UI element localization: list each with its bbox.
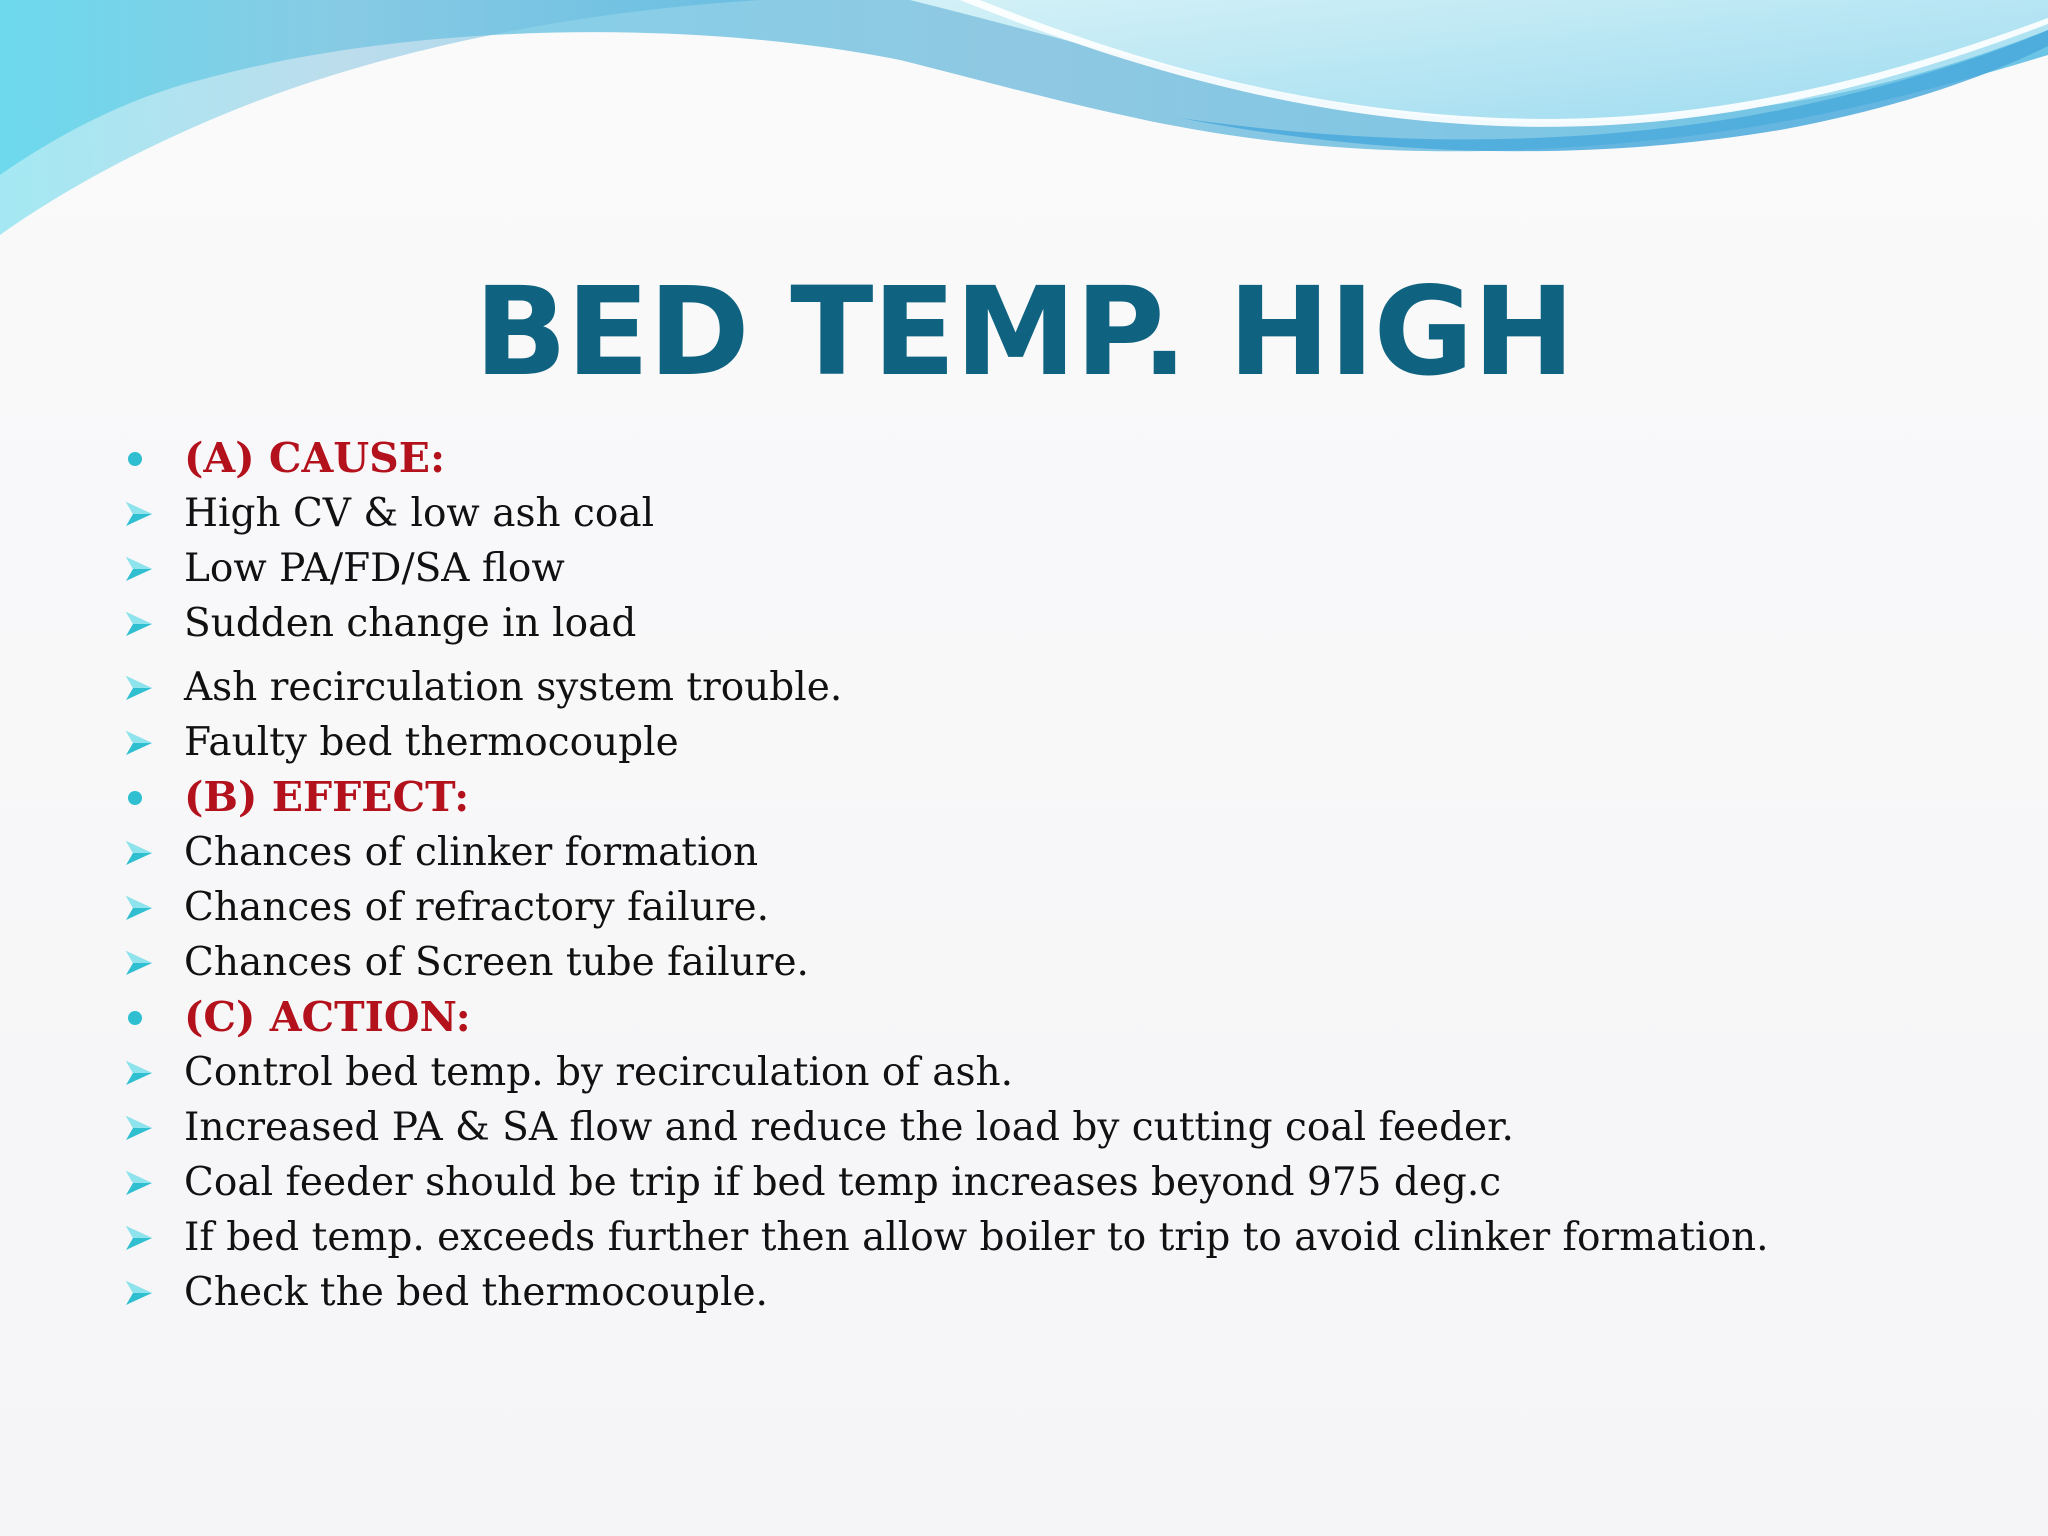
list-item [122,1100,2002,1155]
list-item [122,541,2002,596]
list-item-text: Chances of Screen tube failure. [184,940,809,985]
list-item [122,486,2002,541]
arrowhead-icon [122,715,182,770]
list-item [122,935,2002,990]
header-wave-decoration [0,0,2048,240]
arrowhead-icon [122,486,182,541]
arrowhead-icon [122,825,182,880]
list-item [122,1265,2002,1320]
list-item [122,660,2002,715]
list-item-text: Low PA/FD/SA flow [184,546,565,591]
list-item-text: Coal feeder should be trip if bed temp increases beyond 975 deg.c [184,1160,1502,1205]
list-item-text: Ash recirculation system trouble. [184,665,843,710]
list-item-text: Faulty bed thermocouple [184,720,679,765]
list-item [122,1045,2002,1100]
arrowhead-icon [122,660,182,715]
list-item-text: High CV & low ash coal [184,491,655,536]
list-item-text: If bed temp. exceeds further then allow boiler to trip to avoid clinker formation. [184,1215,1769,1260]
section-heading-text: (C) ACTION: [184,993,471,1041]
list-item [122,596,2002,651]
list-item-text: Sudden change in load [184,601,637,646]
section-heading-text: (A) CAUSE: [184,434,446,482]
round-dot-icon [122,431,182,486]
list-item [122,825,2002,880]
arrowhead-icon [122,541,182,596]
list-item-text: Check the bed thermocouple. [184,1270,768,1315]
round-dot-icon [122,990,182,1045]
arrowhead-icon [122,1210,182,1265]
arrowhead-icon [122,1045,182,1100]
arrowhead-icon [122,1155,182,1210]
arrowhead-icon [122,935,182,990]
arrowhead-icon [122,1100,182,1155]
list-item-text: Chances of refractory failure. [184,885,769,930]
arrowhead-icon [122,596,182,651]
round-dot-icon [122,770,182,825]
arrowhead-icon [122,880,182,935]
list-item [122,880,2002,935]
arrowhead-icon [122,1265,182,1320]
list-item-text: Control bed temp. by recirculation of ash. [184,1050,1013,1095]
list-item-text: Increased PA & SA flow and reduce the load by cutting coal feeder. [184,1105,1514,1150]
list-item [122,1155,2002,1210]
list-item [122,1210,2002,1265]
section-heading-text: (B) EFFECT: [184,773,470,821]
list-item [122,715,2002,770]
list-item-text: Chances of clinker formation [184,830,759,875]
slide-title: BED TEMP. HIGH [474,261,1574,403]
section-heading-cause [122,431,2002,486]
section-heading-effect [122,770,2002,825]
slide-content-list [122,431,2002,1320]
section-heading-action [122,990,2002,1045]
